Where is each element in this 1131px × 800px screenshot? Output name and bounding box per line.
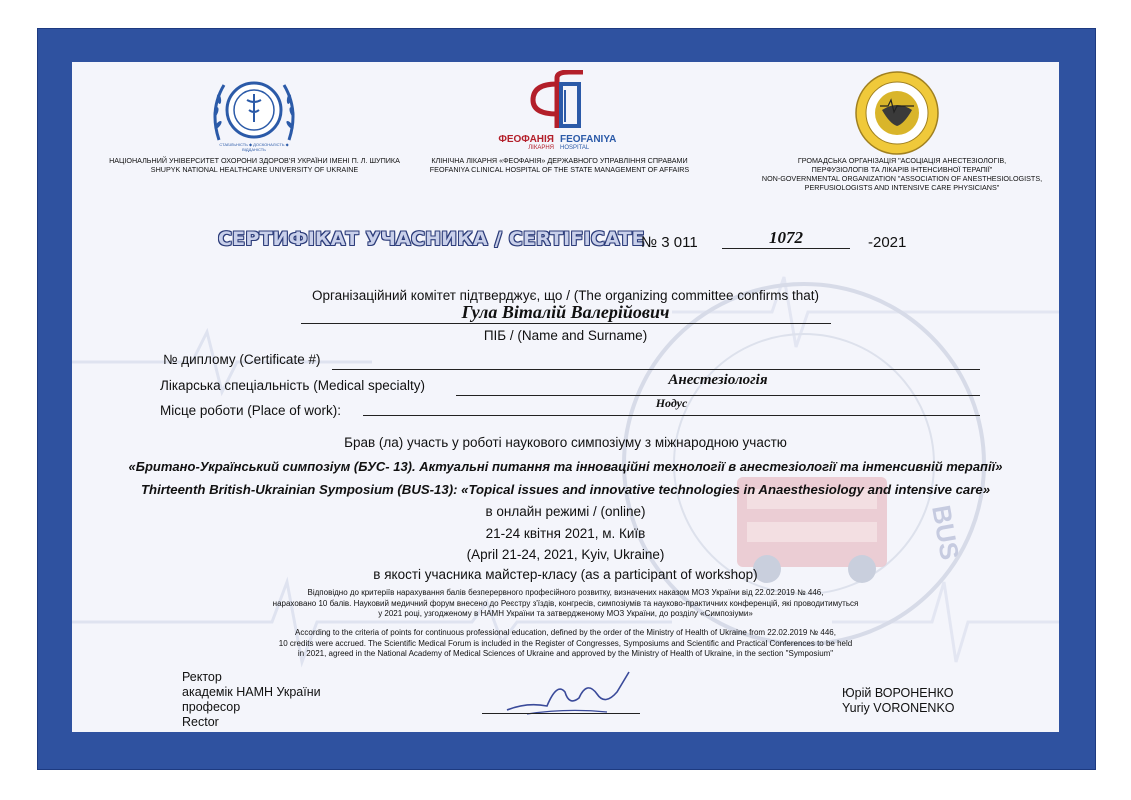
right-logo-caption-2: ПЕРФУЗІОЛОГІВ ТА ЛІКАРІВ ІНТЕНСИВНОЇ ТЕРАПІЇ" [811, 165, 993, 174]
fine-print-en [72, 628, 1059, 660]
workplace-line [363, 415, 980, 416]
right-logo-caption-3: NON-GOVERNMENTAL ORGANIZATION "ASSOCIATION OF ANESTHESIOLOGISTS, [761, 174, 1043, 183]
left-logo-caption [92, 156, 417, 174]
diploma-label: № диплому (Certificate #) [163, 352, 321, 367]
right-logo-caption [752, 156, 1052, 192]
fine-print-ua-1: Відповідно до критеріїв нарахування балів безперервного професійного розвитку, визначених наказом МОЗ України від 22.02.2019 № 446, [307, 588, 824, 597]
specialty-label: Лікарська спеціальність (Medical specialty) [160, 378, 425, 393]
anesthesiologists-association-logo [854, 70, 940, 156]
left-logo-caption-en: SHUPYK NATIONAL HEALTHCARE UNIVERSITY OF UKRAINE [150, 165, 359, 174]
center-logo-caption [412, 156, 707, 174]
certificate-number-underline [722, 248, 850, 249]
feofaniya-logo-mark [527, 70, 587, 132]
participant-role: в якості учасника майстер-класу (as a participant of workshop) [373, 567, 758, 582]
certificate-number-prefix: № 3 011 [641, 234, 698, 251]
specialty-value: Анестезіологія [668, 372, 768, 388]
signatory-titles [182, 670, 321, 730]
certificate-number: 1072 [769, 228, 803, 247]
signatory-title-2: академік НАМН України [182, 685, 321, 699]
participant-name: Гула Віталій Валерійович [461, 302, 670, 322]
stamp-code: BUS [926, 502, 966, 563]
right-logo-caption-4: PERFUSIOLOGISTS AND INTENSIVE CARE PHYSICIANS" [804, 183, 1000, 192]
signatory-title-4: Rector [182, 715, 219, 729]
diploma-line [332, 369, 980, 370]
left-logo-caption-ua: НАЦІОНАЛЬНИЙ УНІВЕРСИТЕТ ОХОРОНИ ЗДОРОВ'Я УКРАЇНИ ІМЕНІ П. Л. ШУПИКА [109, 156, 400, 165]
name-label: ПІБ / (Name and Surname) [483, 328, 648, 343]
shupyk-university-logo [209, 70, 299, 150]
fine-print-ua [72, 588, 1059, 620]
right-logo-caption-1: ГРОМАДСЬКА ОРГАНІЗАЦІЯ "АСОЦІАЦІЯ АНЕСТЕЗІОЛОГІВ, [797, 156, 1007, 165]
fine-print-en-2: 10 credits were accrued. The Scientific Medical Forum is included in the Register of Congresses, Symposiums and Scientific and Practical Conferences to be held [278, 638, 853, 648]
symposium-title-ua: «Британо-Український симпозіум (БУС- 13). Актуальні питання та інноваційні технології в анестезіології та інтенсивній терапії» [128, 459, 1003, 474]
date-place-en: (April 21-24, 2021, Kyiv, Ukraine) [466, 547, 665, 562]
certificate-number-suffix: -2021 [868, 234, 907, 251]
signatory-name-en: Yuriy VORONENKO [842, 701, 955, 715]
participation-text: Брав (ла) участь у роботі наукового симпозіуму з міжнародною участю [344, 435, 787, 450]
center-logo-caption-ua: КЛІНІЧНА ЛІКАРНЯ «ФЕОФАНІЯ» ДЕРЖАВНОГО УПРАВЛІННЯ СПРАВАМИ [431, 156, 688, 165]
signatory-name-ua: Юрій ВОРОНЕНКО [842, 686, 954, 700]
feofaniya-name-en: FEOFANIYA [560, 134, 617, 145]
workplace-value: Нодус [655, 396, 688, 410]
signatory-title-3: професор [182, 700, 241, 714]
fine-print-ua-3: у 2021 році, узгодженому в НАМН України та затвердженому МОЗ України, до розділу «Симпозіуми» [378, 609, 753, 618]
confirm-text: Організаційний комітет підтверджує, що / (The organizing committee confirms that) [311, 288, 820, 303]
date-place-ua: 21-24 квітня 2021, м. Київ [485, 526, 646, 541]
certificate-title: СЕРТИФІКАТ УЧАСНИКА / CERTIFICATE [218, 228, 645, 250]
name-underline [301, 323, 831, 324]
workplace-label: Місце роботи (Place of work): [160, 403, 342, 418]
signatory-name [842, 686, 955, 716]
left-logo-motto: СТАБІЛЬНІСТЬ ◆ ДОСКОНАЛІСТЬ ◆ ВІДДАНІСТЬ [219, 142, 289, 152]
fine-print-ua-2: нараховано 10 балів. Науковий медичний форум внесено до Реєстру з'їздів, конгресів, симпозіумів та науково-практичних конференцій, які проводитимуться [272, 598, 859, 608]
fine-print-en-1: According to the criteria of points for continuous professional education, defined by the order of the Ministry of Health of Ukraine from 22.02.2019 № 446, [295, 628, 836, 637]
signature-line [482, 713, 640, 714]
feofaniya-sub-en: HOSPITAL [560, 145, 590, 151]
fine-print-en-3: in 2021, agreed in the National Academy of Medical Sciences of Ukraine and approved by the Ministry of Health of Ukraine, in the section "Symposium" [297, 649, 834, 658]
feofaniya-name-ua: ФЕОФАНІЯ [498, 134, 554, 145]
signatory-title-1: Ректор [182, 670, 222, 684]
certificate-paper [72, 62, 1059, 732]
symposium-title-en: Thirteenth British-Ukrainian Symposium (BUS-13): «Topical issues and innovative technologies in Anaesthesiology and intensive care» [140, 482, 991, 497]
format-text: в онлайн режимі / (online) [485, 504, 646, 519]
feofaniya-sub-ua: ЛІКАРНЯ [528, 145, 554, 151]
center-logo-caption-en: FEOFANIYA CLINICAL HOSPITAL OF THE STATE MANAGEMENT OF AFFAIRS [429, 165, 690, 174]
